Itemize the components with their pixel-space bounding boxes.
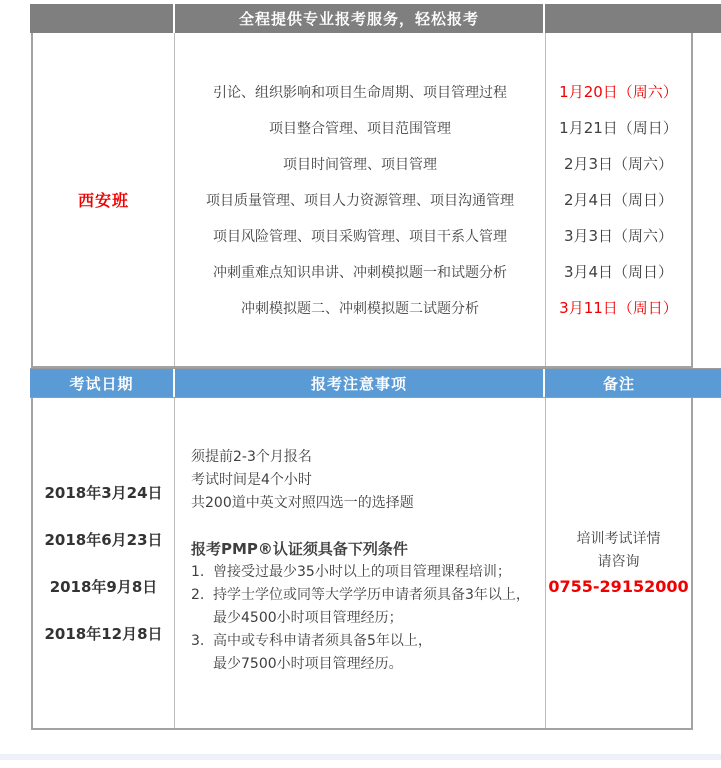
top-banner-left-cell bbox=[30, 4, 173, 33]
info-header-row bbox=[30, 368, 721, 398]
course-date: 3月3日（周六） bbox=[563, 227, 674, 245]
requirement-text: 最少7500小时项目管理经历。 bbox=[213, 656, 403, 672]
requirement-text: 曾接受过最少35小时以上的项目管理课程培训； bbox=[213, 564, 511, 580]
header-notice-label: 报考注意事项 bbox=[310, 374, 407, 393]
contact-phone-number: 0755-29152000 bbox=[548, 576, 689, 596]
class-name-label: 西安班 bbox=[77, 191, 129, 210]
requirement-number: 3. bbox=[191, 633, 205, 649]
bottom-accent-strip bbox=[0, 754, 721, 760]
remark-line: 请咨询 bbox=[597, 553, 640, 570]
course-list-cell bbox=[174, 33, 546, 366]
course-date: 3月4日（周日） bbox=[563, 263, 674, 281]
remark-cell bbox=[546, 398, 691, 728]
requirement-item bbox=[191, 630, 545, 676]
info-table bbox=[31, 398, 693, 730]
exam-dates-cell bbox=[33, 398, 174, 728]
notice-cell bbox=[174, 398, 546, 728]
course-row: 项目整合管理、项目范围管理 bbox=[269, 120, 451, 137]
remark-line: 培训考试详情 bbox=[576, 530, 661, 547]
course-row: 引论、组织影响和项目生命周期、项目管理过程 bbox=[213, 84, 507, 101]
course-date: 1月21日（周日） bbox=[559, 119, 678, 137]
course-row: 项目风险管理、项目采购管理、项目干系人管理 bbox=[213, 228, 507, 245]
requirements-title: 报考PMP®认证须具备下列条件 bbox=[191, 540, 408, 558]
requirement-text: 高中或专科申请者须具备5年以上， bbox=[213, 633, 432, 649]
exam-date: 2018年12月8日 bbox=[44, 625, 163, 643]
requirement-text: 最少4500小时项目管理经历； bbox=[213, 610, 403, 626]
header-remark-label: 备注 bbox=[602, 374, 635, 393]
header-remark-cell bbox=[545, 369, 693, 397]
course-row: 项目时间管理、项目管理 bbox=[283, 156, 437, 173]
course-date: 2月3日（周六） bbox=[563, 155, 674, 173]
requirement-item bbox=[191, 561, 545, 584]
notice-line: 考试时间是4个小时 bbox=[191, 472, 312, 488]
course-date: 2月4日（周日） bbox=[563, 191, 674, 209]
top-banner-center-cell bbox=[173, 4, 545, 33]
notice-line: 须提前2-3个月报名 bbox=[191, 449, 312, 465]
top-banner-right-cell bbox=[545, 4, 721, 33]
course-row: 冲刺重难点知识串讲、冲刺模拟题一和试题分析 bbox=[213, 264, 507, 281]
requirement-number: 2. bbox=[191, 587, 205, 603]
class-schedule-table bbox=[31, 33, 693, 368]
banner-title: 全程提供专业报考服务，轻松报考 bbox=[238, 10, 479, 28]
header-filler bbox=[693, 369, 721, 397]
notice-line: 共200道中英文对照四选一的选择题 bbox=[191, 495, 414, 511]
course-date: 3月11日（周日） bbox=[559, 299, 678, 317]
top-banner bbox=[30, 4, 721, 33]
requirement-text: 持学士学位或同等大学学历申请者须具备3年以上， bbox=[213, 587, 530, 603]
exam-date: 2018年9月8日 bbox=[49, 578, 158, 596]
course-date-cell bbox=[546, 33, 691, 366]
course-date: 1月20日（周六） bbox=[559, 83, 678, 101]
header-notice-cell bbox=[173, 369, 545, 397]
requirement-number: 1. bbox=[191, 564, 205, 580]
exam-date: 2018年3月24日 bbox=[44, 484, 163, 502]
requirement-item bbox=[191, 584, 545, 630]
header-exam-date-label: 考试日期 bbox=[69, 374, 134, 393]
exam-date: 2018年6月23日 bbox=[44, 531, 163, 549]
course-row: 冲刺模拟题二、冲刺模拟题二试题分析 bbox=[241, 300, 479, 317]
course-row: 项目质量管理、项目人力资源管理、项目沟通管理 bbox=[206, 192, 514, 209]
header-exam-date-cell bbox=[30, 369, 173, 397]
class-name-cell bbox=[33, 33, 174, 366]
